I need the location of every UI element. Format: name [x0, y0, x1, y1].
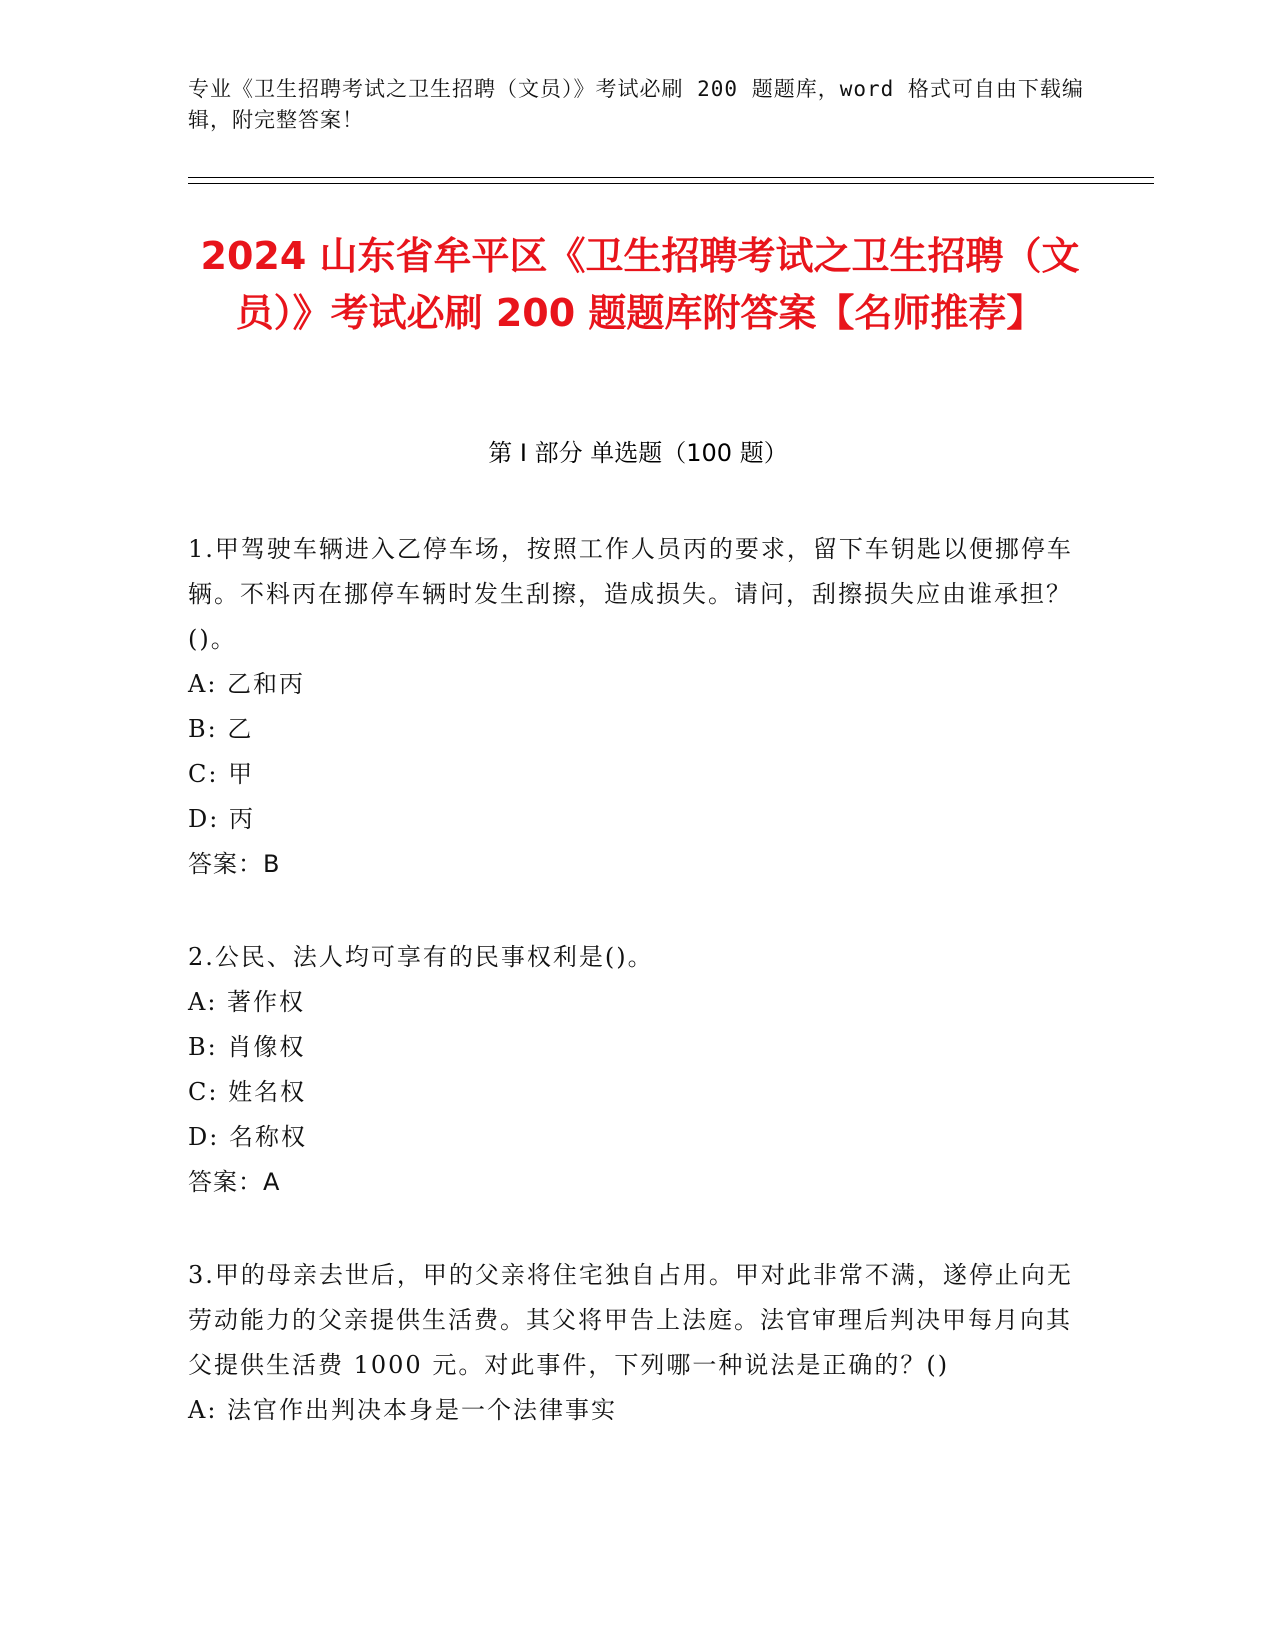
header-rule-thick: [188, 183, 1154, 184]
option-b: B: 乙: [188, 715, 254, 743]
header-rule-thin: [188, 177, 1154, 178]
question-stem: 2.公民、法人均可享有的民事权利是()。: [188, 943, 654, 971]
option-a: A: 著作权: [188, 988, 306, 1016]
answer-line: 答案：B: [188, 850, 281, 878]
option-a: A: 乙和丙: [188, 670, 306, 698]
option-c: C: 甲: [188, 760, 255, 788]
document-title: 2024 山东省牟平区《卫生招聘考试之卫生招聘（文员）》考试必刷 200 题题库附答案【名师推荐】: [200, 234, 1080, 335]
question-stem: 1.甲驾驶车辆进入乙停车场，按照工作人员丙的要求，留下车钥匙以便挪停车辆。不料丙在挪停车辆时发生刮擦，造成损失。请问，刮擦损失应由谁承担？()。: [188, 535, 1073, 653]
header-intro: 专业《卫生招聘考试之卫生招聘（文员）》考试必刷 200 题题库，word 格式可自由下载编辑，附完整答案！: [188, 77, 1084, 132]
option-a: A: 法官作出判决本身是一个法律事实: [188, 1396, 618, 1424]
part-heading: 第 I 部分 单选题（100 题）: [488, 439, 788, 467]
answer-line: 答案：A: [188, 1168, 281, 1196]
question-3: [188, 1253, 1088, 1433]
question-1: [188, 527, 1088, 887]
question-list: [188, 527, 1088, 1481]
option-b: B: 肖像权: [188, 1033, 306, 1061]
option-d: D: 丙: [188, 805, 255, 833]
question-stem: 3.甲的母亲去世后，甲的父亲将住宅独自占用。甲对此非常不满，遂停止向无劳动能力的父亲提供生活费。其父将甲告上法庭。法官审理后判决甲每月向其父提供生活费 1000 元。对此事件，下列哪一种说法是正确的？(): [188, 1261, 1073, 1379]
question-2: [188, 935, 1088, 1205]
option-d: D: 名称权: [188, 1123, 307, 1151]
option-c: C: 姓名权: [188, 1078, 307, 1106]
